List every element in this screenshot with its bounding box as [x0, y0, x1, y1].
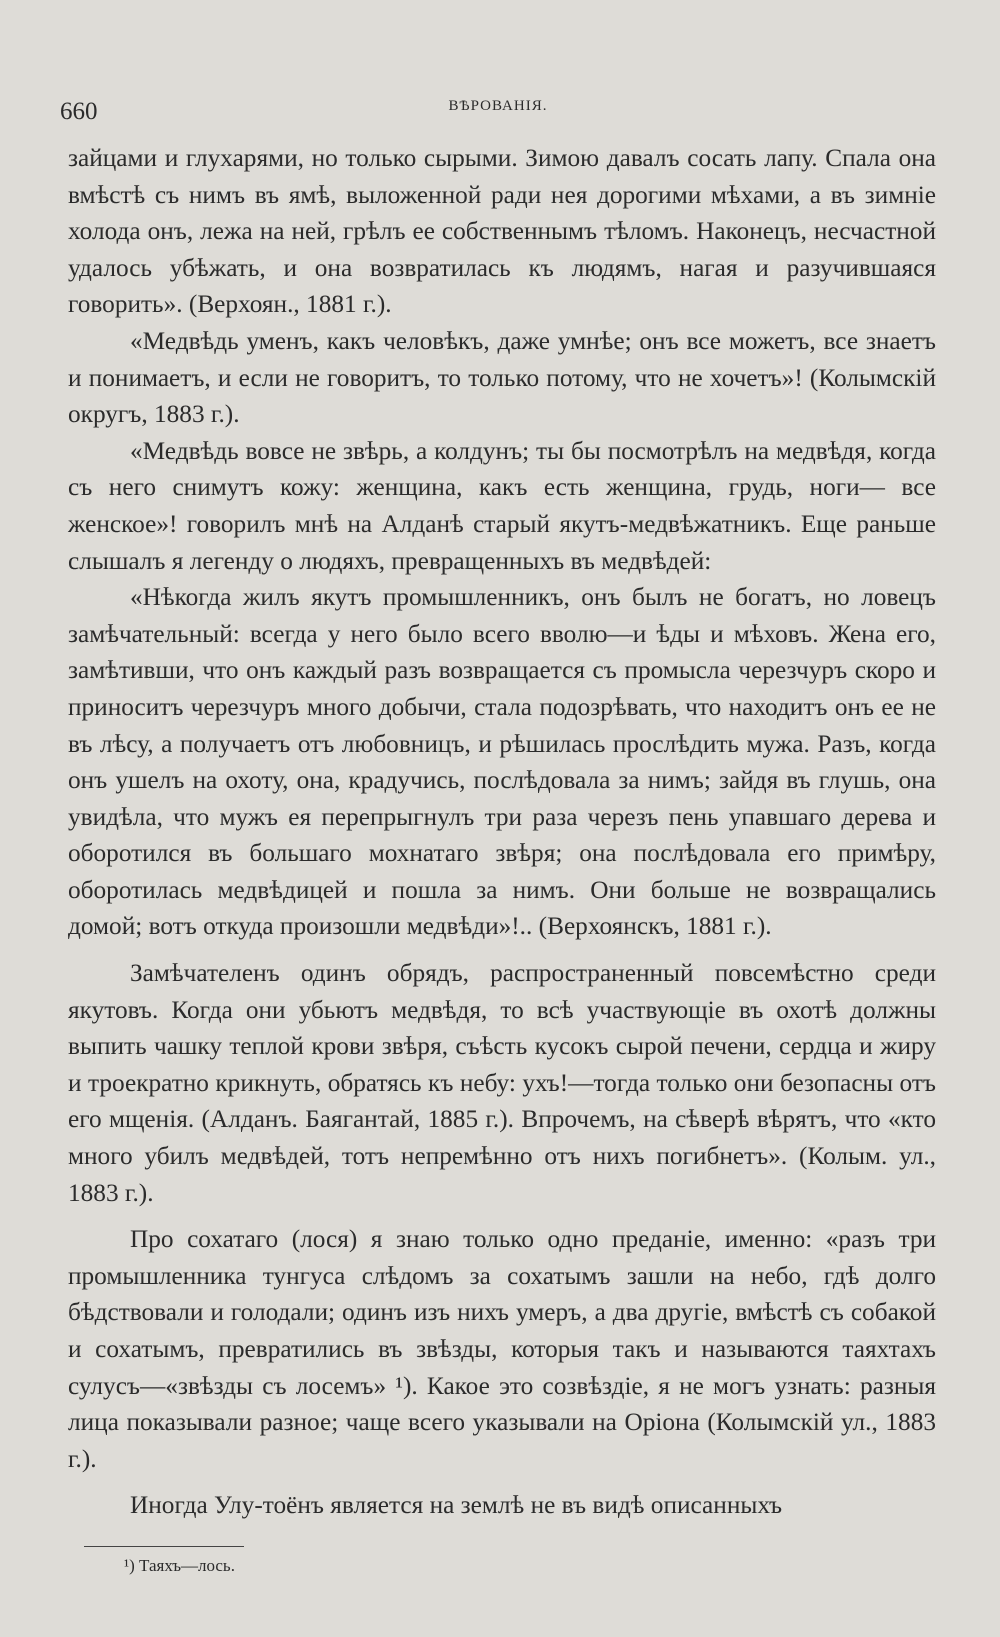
page-number: 660: [60, 98, 98, 125]
paragraph: «Медвѣдь вовсе не звѣрь, а колдунъ; ты бы посмотрѣлъ на медвѣдя, когда съ него снимутъ кожу: женщина, какъ есть женщина, грудь, ноги— все женское»! говорилъ мнѣ на Алданѣ старый якутъ-медвѣжатникъ. Еще раньше слышалъ я легенду о людяхъ, превращенныхъ въ медвѣдей:: [68, 436, 936, 575]
paragraph: «Нѣкогда жилъ якутъ промышленникъ, онъ былъ не богатъ, но ловецъ замѣчательный: всегда у него было всего вволю—и ѣды и мѣховъ. Жена его, замѣтивши, что онъ каждый разъ возвращается съ промысла черезчуръ скоро и приноситъ черезчуръ много добычи, стала подозрѣвать, что находитъ онъ ее не въ лѣсу, а получаетъ отъ любовницъ, и рѣшилась прослѣдить мужа. Разъ, когда онъ ушелъ на охоту, она, крадучись, послѣдовала за нимъ; зайдя въ глушь, она увидѣла, что мужъ ея перепрыгнулъ три раза черезъ пень упавшаго дерева и оборотился въ большаго мохнатаго звѣря; она послѣдовала его примѣру, оборотилась медвѣдицей и пошла за нимъ. Они больше не возвращались домой; вотъ откуда произошли медвѣди»!.. (Верхоянскъ, 1881 г.).: [68, 583, 936, 941]
footnote: [124, 1556, 235, 1576]
footnote-divider: [84, 1546, 244, 1547]
paragraph: Замѣчателенъ одинъ обрядъ, распространенный повсемѣстно среди якутовъ. Когда они убьютъ медвѣдя, то всѣ участвующіе въ охотѣ должны выпить чашку теплой крови звѣря, съѣсть кусокъ сырой печени, сердца и жиру и троекратно крикнуть, обратясь къ небу: ухъ!—тогда только они безопасны отъ его мщенія. (Алданъ. Баягантай, 1885 г.). Впрочемъ, на сѣверѣ вѣрятъ, что «кто много убилъ медвѣдей, тотъ непремѣнно отъ нихъ погибнетъ». (Колым. ул., 1883 г.).: [68, 959, 936, 1207]
paragraph: «Медвѣдь уменъ, какъ человѣкъ, даже умнѣе; онъ все можетъ, все знаетъ и понимаетъ, и если не говоритъ, то только потому, что не хочетъ»! (Колымскій округъ, 1883 г.).: [68, 326, 936, 429]
running-head: ВѢРОВАНІЯ.: [448, 98, 548, 114]
footnote-text: Таяхъ—лось.: [134, 1556, 235, 1575]
body-text: [68, 140, 936, 1524]
page-header: [56, 92, 940, 132]
paragraph: Про сохатаго (лося) я знаю только одно преданіе, именно: «разъ три промышленника тунгуса слѣдомъ за сохатымъ зашли на небо, гдѣ долго бѣдствовали и голодали; одинъ изъ нихъ умеръ, а два другіе, вмѣстѣ съ собакой и сохатымъ, превратились въ звѣзды, которыя такъ и называются таяхтахъ сулусъ—«звѣзды съ лосемъ» ¹). Какое это созвѣздіе, я не могъ узнать: разныя лица показывали разное; чаще всего указывали на Оріона (Колымскій ул., 1883 г.).: [68, 1225, 936, 1473]
footnote-marker: ¹): [124, 1556, 135, 1575]
paragraph: Иногда Улу-тоёнъ является на землѣ не въ видѣ описанныхъ: [130, 1491, 783, 1520]
paragraph: зайцами и глухарями, но только сырыми. Зимою давалъ сосать лапу. Спала она вмѣстѣ съ нимъ въ ямѣ, выложенной ради нея дорогими мѣхами, а въ зимніе холода онъ, лежа на ней, грѣлъ ее собственнымъ тѣломъ. Наконецъ, несчастной удалось убѣжать, и она возвратилась къ людямъ, нагая и разучившаяся говорить». (Верхоян., 1881 г.).: [68, 144, 936, 319]
